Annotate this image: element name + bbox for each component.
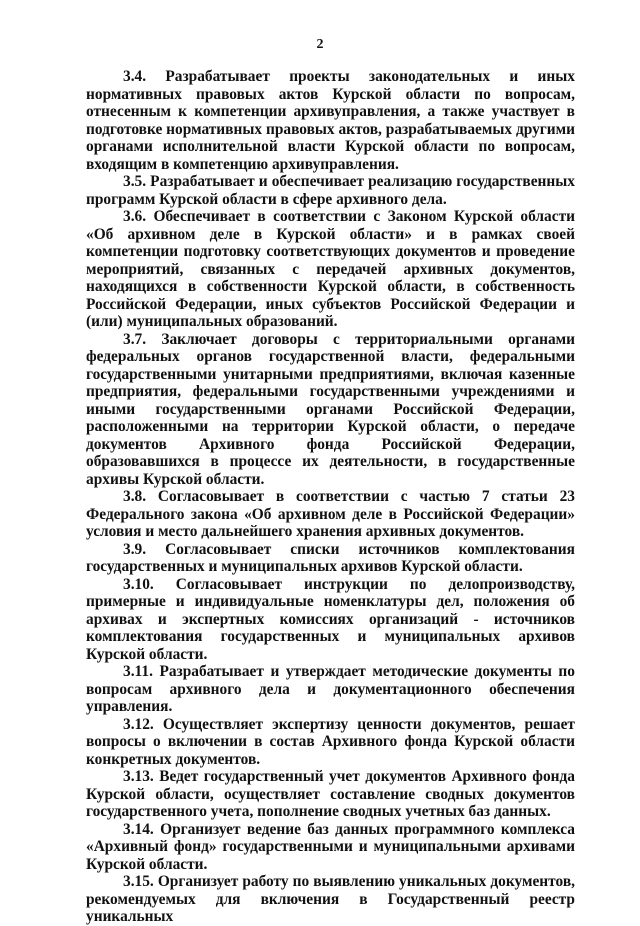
paragraph-3-4: 3.4. Разрабатывает проекты законодательных и иных нормативных правовых актов Курской области по вопросам, отнесенным к компетенции архивуправления, а также участвует в подготовке нормативных правовых актов, разрабатываемых другими органами исполнительной власти Курской области по вопросам, входящим в компетенцию архивуправления. (86, 68, 575, 173)
paragraph-3-7: 3.7. Заключает договоры с территориальными органами федеральных органов государственной власти, федеральными государственными унитарными предприятиями, включая казенные предприятия, федеральными государственными учреждениями и иными государственными органами Российской Федерации, расположенными на территории Курской области, о передаче документов Архивного фонда Российской Федерации, образовавшихся в процессе их деятельности, в государственные архивы Курской области. (86, 330, 575, 488)
paragraph-3-6: 3.6. Обеспечивает в соответствии с Законом Курской области «Об архивном деле в Курской области» и в рамках своей компетенции подготовку соответствующих документов и проведение мероприятий, связанных с передачей архивных документов, находящихся в собственности Курской области, в собственность Российской Федерации, иных субъектов Российской Федерации и (или) муниципальных образований. (86, 208, 575, 330)
paragraph-3-13: 3.13. Ведет государственный учет документов Архивного фонда Курской области, осуществляет составление сводных документов государственного учета, пополнение сводных учетных баз данных. (86, 768, 575, 820)
document-body (86, 68, 575, 926)
paragraph-3-15: 3.15. Организует работу по выявлению уникальных документов, рекомендуемых для включения в Государственный реестр уникальных (86, 873, 575, 925)
paragraph-3-11: 3.11. Разрабатывает и утверждает методические документы по вопросам архивного дела и документационного обеспечения управления. (86, 663, 575, 715)
page-number: 2 (316, 37, 324, 52)
paragraph-3-10: 3.10. Согласовывает инструкции по делопроизводству, примерные и индивидуальные номенклатуры дел, положения об архивах и экспертных комиссиях организаций - источников комплектования государственных и муниципальных архивов Курской области. (86, 575, 575, 663)
paragraph-3-9: 3.9. Согласовывает списки источников комплектования государственных и муниципальных архивов Курской области. (86, 540, 575, 575)
paragraph-3-12: 3.12. Осуществляет экспертизу ценности документов, решает вопросы о включении в состав Архивного фонда Курской области конкретных документов. (86, 715, 575, 768)
paragraph-3-5: 3.5. Разрабатывает и обеспечивает реализацию государственных программ Курской области в сфере архивного дела. (86, 173, 575, 208)
paragraph-3-8: 3.8. Согласовывает в соответствии с частью 7 статьи 23 Федерального закона «Об архивном деле в Российской Федерации» условия и место дальнейшего хранения архивных документов. (86, 488, 575, 540)
paragraph-3-14: 3.14. Организует ведение баз данных программного комплекса «Архивный фонд» государственными и муниципальными архивами Курской области. (86, 820, 575, 873)
